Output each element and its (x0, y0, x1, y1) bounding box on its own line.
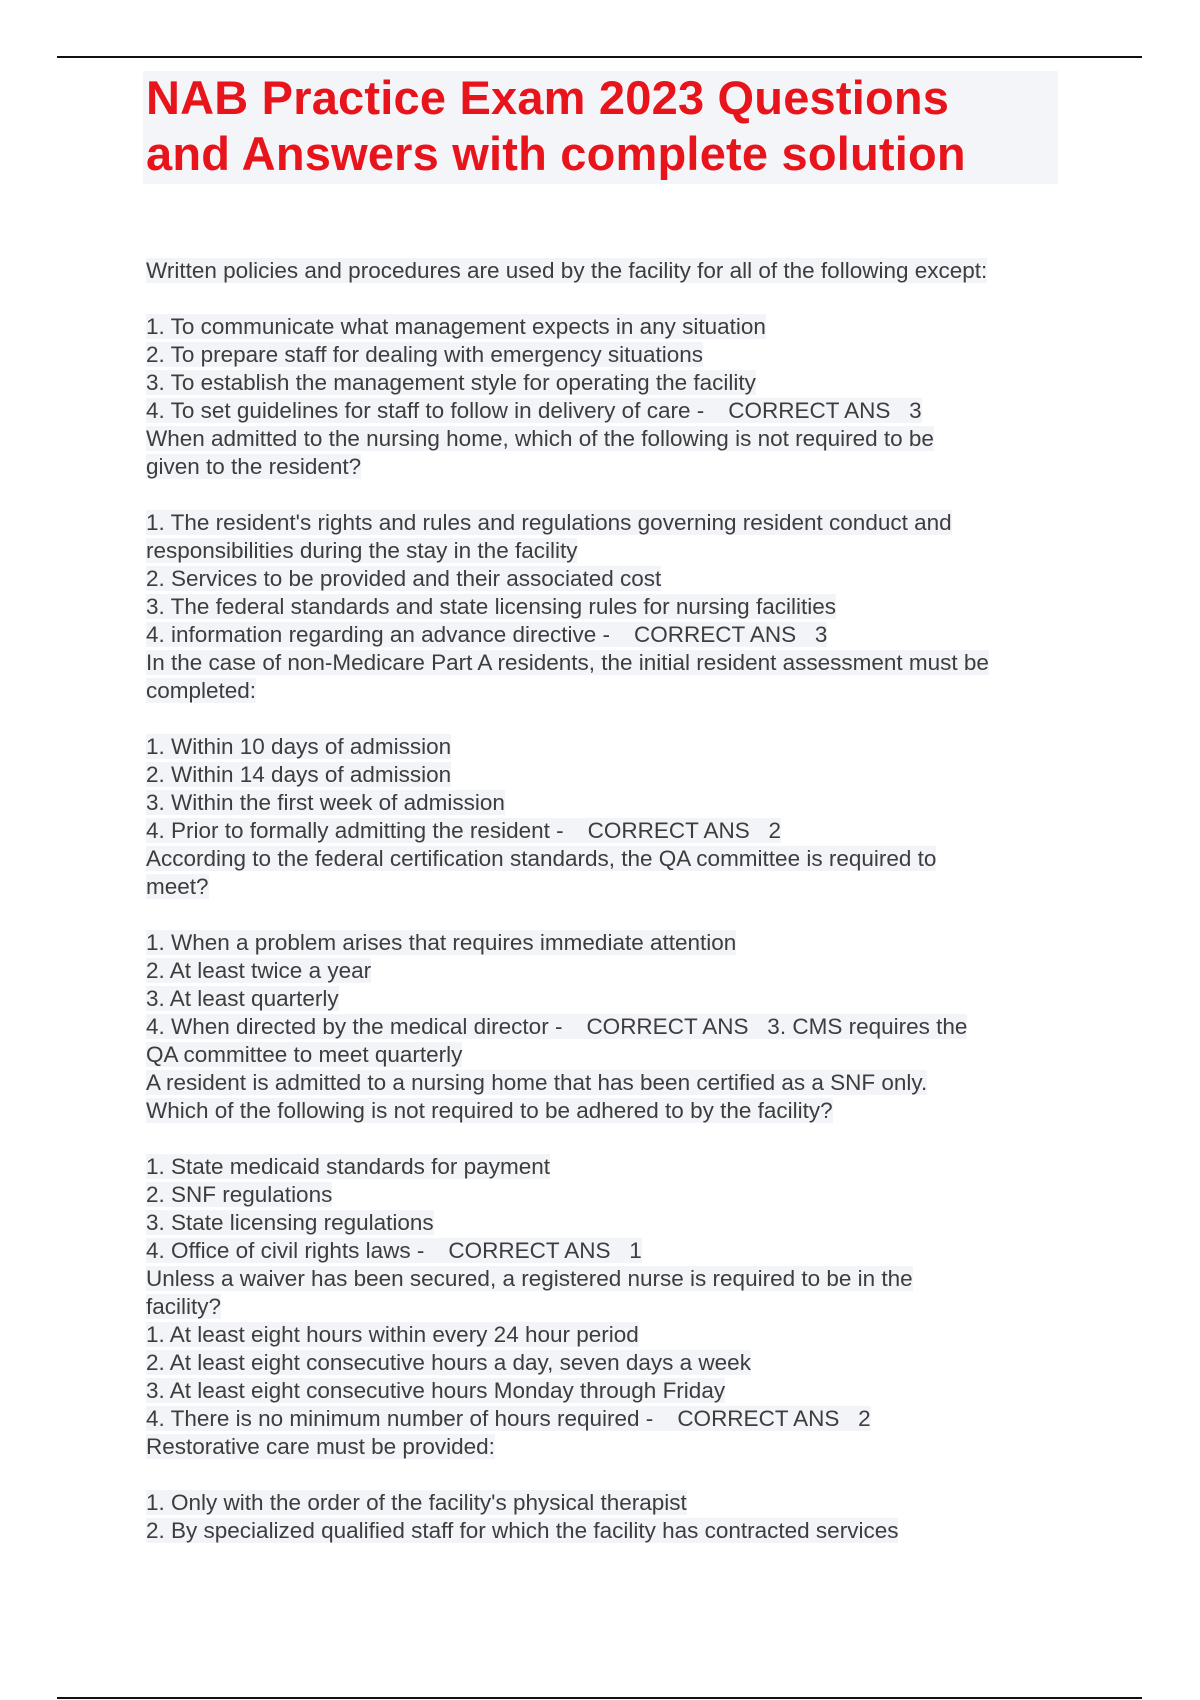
question-prompt-text: According to the federal certification standards, the QA committee is required to (146, 846, 937, 871)
qa-content (146, 257, 1096, 1545)
answer-option-text: 2. By specialized qualified staff for which the facility has contracted services (146, 1518, 899, 1543)
question-prompt-text: Unless a waiver has been secured, a registered nurse is required to be in the (146, 1266, 913, 1291)
answer-option-text: 1. At least eight hours within every 24 hour period (146, 1322, 639, 1347)
answer-option-text: 1. The resident's rights and rules and regulations governing resident conduct and (146, 510, 952, 535)
question-prompt (146, 1433, 1096, 1461)
answer-option (146, 929, 1096, 957)
question-prompt (146, 453, 1096, 481)
answer-option-text: 3. State licensing regulations (146, 1210, 434, 1235)
question-prompt-text: In the case of non-Medicare Part A residents, the initial resident assessment must be (146, 650, 989, 675)
answer-option-text: 3. The federal standards and state licensing rules for nursing facilities (146, 594, 836, 619)
answer-option (146, 817, 1096, 845)
answer-option (146, 761, 1096, 789)
answer-explanation (146, 1041, 1096, 1069)
blank-line (146, 705, 1096, 733)
question-prompt (146, 845, 1096, 873)
header-rule (57, 56, 1142, 58)
answer-option (146, 341, 1096, 369)
answer-option-text: 1. When a problem arises that requires immediate attention (146, 930, 737, 955)
answer-option (146, 593, 1096, 621)
blank-line (146, 1125, 1096, 1153)
answer-option-text: 2. To prepare staff for dealing with emergency situations (146, 342, 703, 367)
answer-option (146, 1181, 1096, 1209)
answer-option (146, 1517, 1096, 1545)
answer-option (146, 397, 1096, 425)
answer-option-text: responsibilities during the stay in the facility (146, 538, 578, 563)
blank-line (146, 481, 1096, 509)
answer-option (146, 537, 1096, 565)
correct-answer: CORRECT ANS 1 (448, 1238, 642, 1263)
correct-answer: CORRECT ANS 3 (728, 398, 922, 423)
answer-option-text: 3. Within the first week of admission (146, 790, 505, 815)
question-prompt-text: facility? (146, 1294, 222, 1319)
answer-option (146, 509, 1096, 537)
question-prompt-text: Which of the following is not required to be adhered to by the facility? (146, 1098, 833, 1123)
answer-option-text: 4. Prior to formally admitting the resident - CORRECT ANS 2 (146, 818, 782, 843)
question-prompt (146, 1069, 1096, 1097)
answer-option-text: 2. Within 14 days of admission (146, 762, 452, 787)
question-prompt-text: given to the resident? (146, 454, 362, 479)
answer-option (146, 733, 1096, 761)
answer-option-text: 2. SNF regulations (146, 1182, 333, 1207)
question-prompt-text: Written policies and procedures are used by the facility for all of the following except: (146, 258, 988, 283)
answer-option (146, 1321, 1096, 1349)
correct-answer: CORRECT ANS 3 (634, 622, 828, 647)
question-prompt (146, 649, 1096, 677)
answer-option (146, 1153, 1096, 1181)
answer-option-text: 1. Within 10 days of admission (146, 734, 452, 759)
blank-line (146, 1461, 1096, 1489)
question-prompt-text: meet? (146, 874, 209, 899)
answer-option-text: 4. There is no minimum number of hours required - CORRECT ANS 2 (146, 1406, 871, 1431)
question-prompt-text: A resident is admitted to a nursing home that has been certified as a SNF only. (146, 1070, 928, 1095)
answer-option (146, 1209, 1096, 1237)
answer-option (146, 985, 1096, 1013)
blank-line (146, 285, 1096, 313)
answer-option (146, 1013, 1096, 1041)
question-prompt-text: When admitted to the nursing home, which of the following is not required to be (146, 426, 934, 451)
answer-option (146, 789, 1096, 817)
question-prompt (146, 425, 1096, 453)
answer-option-text: 1. To communicate what management expects in any situation (146, 314, 766, 339)
answer-option-text: 3. To establish the management style for operating the facility (146, 370, 756, 395)
answer-option-text: 4. information regarding an advance directive - CORRECT ANS 3 (146, 622, 828, 647)
correct-answer: CORRECT ANS 2 (677, 1406, 871, 1431)
blank-line (146, 901, 1096, 929)
question-prompt (146, 1265, 1096, 1293)
footer-rule (57, 1697, 1142, 1699)
title-line-1: NAB Practice Exam 2023 Questions (146, 71, 950, 124)
answer-option (146, 1349, 1096, 1377)
document-title (146, 70, 1056, 182)
question-prompt (146, 677, 1096, 705)
question-prompt (146, 873, 1096, 901)
answer-option-text: 2. Services to be provided and their associated cost (146, 566, 662, 591)
answer-explanation-text: QA committee to meet quarterly (146, 1042, 463, 1067)
answer-option (146, 1377, 1096, 1405)
answer-option-text: 2. At least eight consecutive hours a day, seven days a week (146, 1350, 751, 1375)
title-line-2: and Answers with complete solution (146, 127, 966, 180)
answer-option-text: 1. State medicaid standards for payment (146, 1154, 550, 1179)
question-prompt-text: completed: (146, 678, 257, 703)
answer-option (146, 313, 1096, 341)
answer-option (146, 957, 1096, 985)
answer-option (146, 1489, 1096, 1517)
correct-answer: CORRECT ANS 2 (587, 818, 782, 843)
question-prompt (146, 1097, 1096, 1125)
answer-option (146, 621, 1096, 649)
question-prompt (146, 1293, 1096, 1321)
answer-option-text: 4. Office of civil rights laws - CORRECT ANS 1 (146, 1238, 642, 1263)
answer-option (146, 565, 1096, 593)
answer-option-text: 2. At least twice a year (146, 958, 372, 983)
answer-option (146, 369, 1096, 397)
question-prompt-text: Restorative care must be provided: (146, 1434, 495, 1459)
answer-option-text: 3. At least eight consecutive hours Monday through Friday (146, 1378, 726, 1403)
answer-option (146, 1405, 1096, 1433)
answer-option-text: 1. Only with the order of the facility's physical therapist (146, 1490, 687, 1515)
answer-option (146, 1237, 1096, 1265)
answer-option-text: 4. To set guidelines for staff to follow in delivery of care - CORRECT ANS 3 (146, 398, 922, 423)
answer-option-text: 4. When directed by the medical director - CORRECT ANS 3. CMS requires the (146, 1014, 968, 1039)
answer-option-text: 3. At least quarterly (146, 986, 339, 1011)
question-prompt (146, 257, 1096, 285)
correct-answer: CORRECT ANS 3. CMS requires the (586, 1014, 968, 1039)
